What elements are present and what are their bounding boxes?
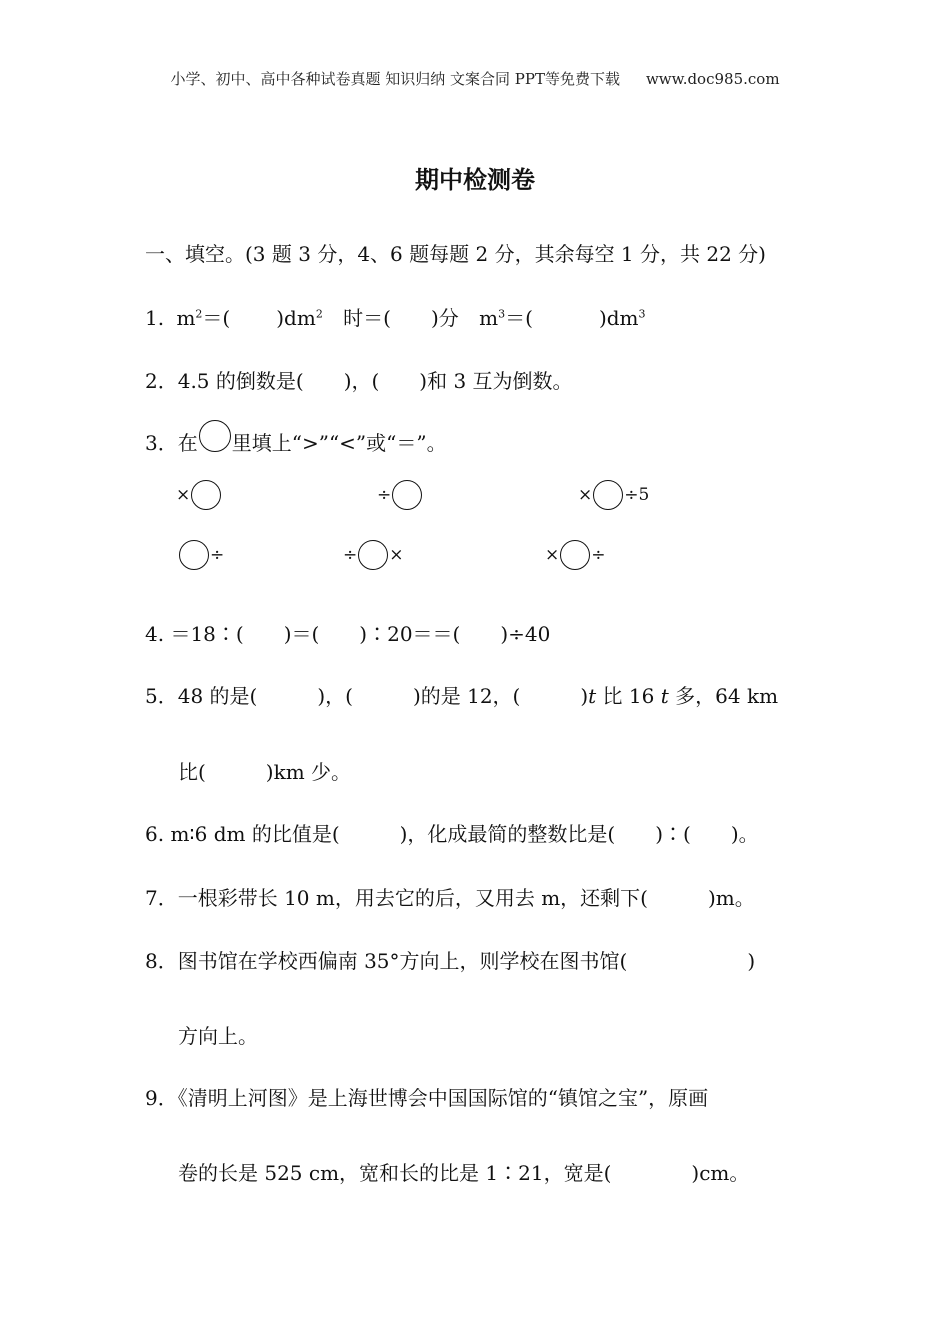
q1-c-exp: 3	[498, 307, 506, 321]
blank-circle-icon[interactable]	[358, 540, 388, 570]
q1-a-mid: ＝(	[202, 306, 231, 330]
q5-t2: t	[660, 684, 669, 708]
q1-a-exp: 2	[195, 307, 203, 321]
q3-row2-item1	[178, 540, 224, 570]
q1-c-close: )dm	[598, 306, 639, 330]
q3-r2c-op2: ÷	[591, 545, 606, 565]
q3-r2b-op1: ÷	[343, 545, 358, 565]
q1-a-close-exp: 2	[315, 307, 323, 321]
q3-r1b-op: ÷	[377, 485, 392, 505]
question-4: 4. ＝18∶( )＝( )∶20＝＝( )÷40	[145, 622, 551, 646]
q3-r1c-op1: ×	[578, 485, 593, 505]
blank-circle-icon[interactable]	[560, 540, 590, 570]
q3-row1-item2	[377, 480, 423, 510]
q3-r2c-op1: ×	[545, 545, 560, 565]
question-3	[145, 420, 447, 456]
q3-after: 里填上“>”“<”或“＝”。	[231, 431, 447, 455]
blank-circle-icon[interactable]	[179, 540, 209, 570]
question-5-line2: 比( )km 少。	[178, 760, 352, 784]
page-title: 期中检测卷	[415, 166, 535, 194]
question-9-line2: 卷的长是 525 cm，宽和长的比是 1∶21，宽是( )cm。	[178, 1161, 750, 1185]
question-8-line2: 方向上。	[178, 1024, 258, 1048]
q1-a-close: )dm	[276, 306, 316, 330]
q5-part1: 5．48 的是( )，( )的是 12，( )	[145, 684, 589, 708]
q5-part3: 多，64 km	[668, 684, 779, 708]
header-url: www.doc985.com	[645, 70, 780, 88]
section-heading: 一、填空。(3 题 3 分，4、6 题每题 2 分，其余每空 1 分，共 22 分)	[145, 242, 766, 266]
question-7: 7．一根彩带长 10 m，用去它的后，又用去 m，还剩下( )m。	[145, 886, 755, 910]
q1-b-close: )分	[430, 306, 459, 330]
q3-row2-item3	[545, 540, 606, 570]
q1-a-unit: m	[176, 306, 196, 330]
page-header	[0, 68, 950, 89]
q1-c-mid: ＝(	[505, 306, 533, 330]
question-2: 2．4.5 的倒数是( )，( )和 3 互为倒数。	[145, 369, 573, 393]
q5-t1: t	[588, 684, 597, 708]
header-promo-text: 小学、初中、高中各种试卷真题 知识归纳 文案合同 PPT等免费下载	[170, 70, 620, 88]
blank-circle-icon[interactable]	[593, 480, 623, 510]
q1-c-close-exp: 3	[638, 307, 646, 321]
q3-row1-item1	[176, 480, 222, 510]
question-6: 6. m∶6 dm 的比值是( )，化成最简的整数比是( )∶( )。	[145, 822, 759, 846]
q1-number: 1.	[145, 306, 165, 330]
q3-r2a-op: ÷	[210, 545, 225, 565]
q1-b: 时＝(	[343, 306, 391, 330]
question-8: 8．图书馆在学校西偏南 35°方向上，则学校在图书馆( )	[145, 949, 756, 973]
q3-r2b-op2: ×	[389, 545, 404, 565]
blank-circle-icon[interactable]	[392, 480, 422, 510]
q3-before: 3．在	[145, 431, 198, 455]
question-5	[145, 680, 778, 709]
q3-r1c-op2: ÷5	[624, 485, 650, 505]
q5-part2: 比 16	[596, 684, 661, 708]
comparison-circle-icon	[199, 420, 231, 452]
q3-row2-item2	[343, 540, 404, 570]
q3-row1-item3	[578, 480, 649, 510]
q1-c-unit: m	[479, 306, 499, 330]
question-9: 9．《清明上河图》是上海世博会中国国际馆的“镇馆之宝”，原画	[145, 1086, 709, 1110]
blank-circle-icon[interactable]	[191, 480, 221, 510]
q3-r1a-op: ×	[176, 485, 191, 505]
question-1	[145, 302, 646, 331]
